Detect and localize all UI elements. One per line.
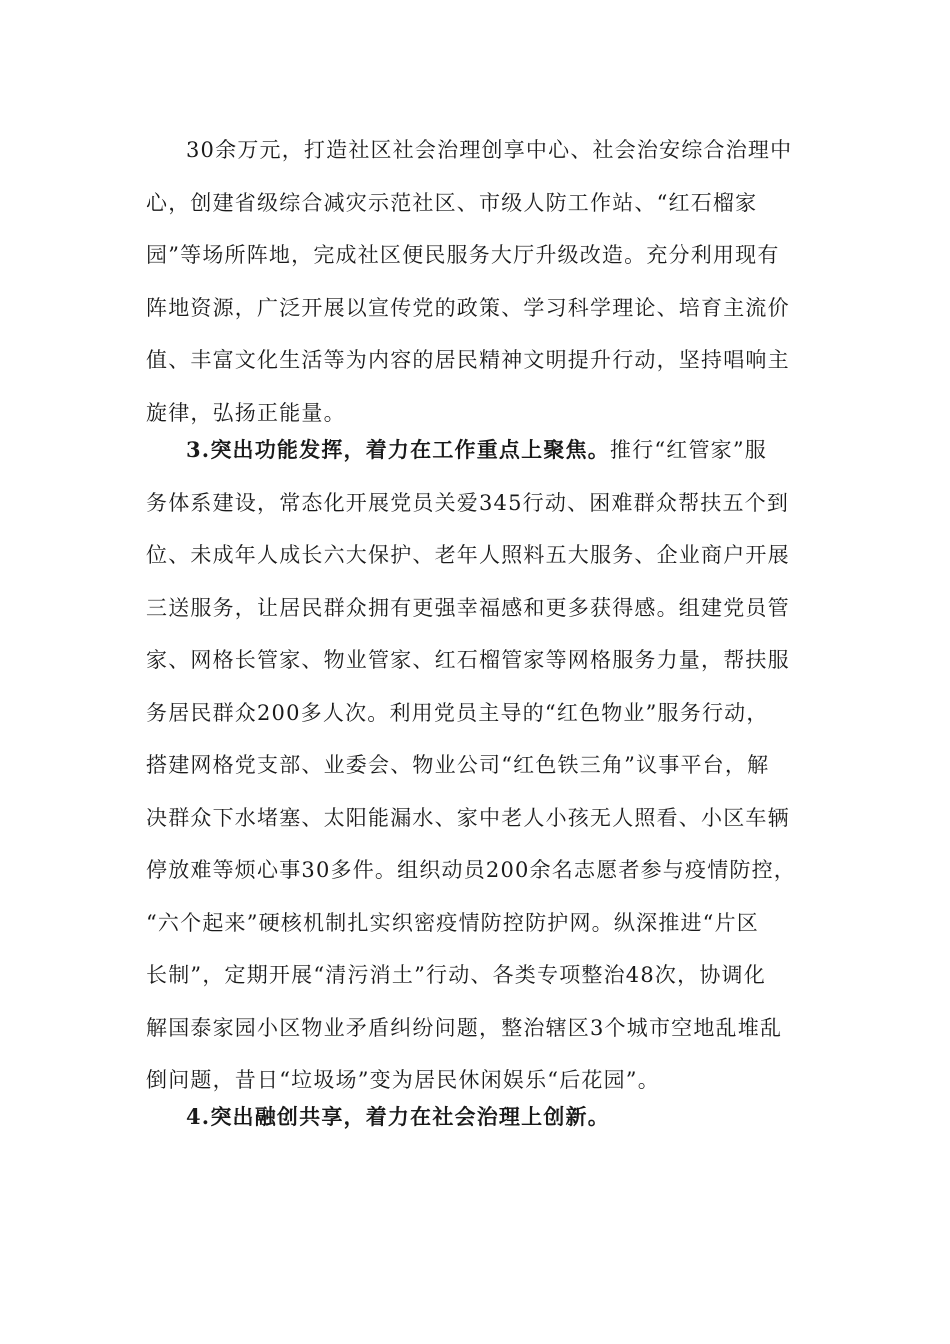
- text-line: 务居民群众200多人次。利用党员主导的“红色物业”服务行动，: [146, 700, 769, 725]
- text-line: 心，创建省级综合减灾示范社区、市级人防工作站、“红石榴家: [146, 190, 758, 215]
- text-line: 家、网格长管家、物业管家、红石榴管家等网格服务力量，帮扶服: [146, 648, 790, 672]
- text-line: 停放难等烦心事30多件。组织动员200余名志愿者参与疫情防控，: [146, 858, 797, 882]
- text-line: 阵地资源，广泛开展以宣传党的政策、学习科学理论、培育主流价: [146, 295, 790, 320]
- text-line: 值、丰富文化生活等为内容的居民精神文明提升行动，坚持唱响主: [146, 348, 790, 372]
- text-line: 务体系建设，常态化开展党员关爱345行动、困难群众帮扶五个到: [146, 490, 790, 515]
- section-heading-4: 4.突出融创共享，着力在社会治理上创新。: [186, 1104, 610, 1129]
- paragraph-section-4: [146, 1091, 806, 1144]
- text-line-rest: 推行“红管家”服: [609, 438, 767, 462]
- text-line: 位、未成年人成长六大保护、老年人照料五大服务、企业商户开展: [146, 543, 790, 567]
- text-line: 旋律，弘扬正能量。: [146, 400, 346, 425]
- text-line: 长制”，定期开展“清污消土”行动、各类专项整治48次，协调化: [146, 963, 766, 987]
- text-line: “六个起来”硬核机制扎实织密疫情防控防护网。纵深推进“片区: [146, 910, 760, 935]
- text-line: [146, 424, 806, 477]
- text-line: 园”等场所阵地，完成社区便民服务大厅升级改造。充分利用现有: [146, 243, 780, 267]
- text-line: 倒问题，昔日“垃圾场”变为居民休闲娱乐“后花园”。: [146, 1068, 660, 1092]
- section-heading-3: 3.突出功能发挥，着力在工作重点上聚焦。: [186, 437, 610, 462]
- text-line: 决群众下水堵塞、太阳能漏水、家中老人小孩无人照看、小区车辆: [146, 805, 790, 830]
- paragraph-community-facilities: [146, 124, 806, 439]
- text-line: 解国泰家园小区物业矛盾纠纷问题，整治辖区3个城市空地乱堆乱: [146, 1015, 783, 1040]
- text-line: 三送服务，让居民群众拥有更强幸福感和更多获得感。组建党员管: [146, 595, 790, 620]
- text-line: 30余万元，打造社区社会治理创享中心、社会治安综合治理中: [186, 138, 793, 162]
- text-line: 搭建网格党支部、业委会、物业公司“红色铁三角”议事平台，解: [146, 753, 770, 777]
- paragraph-section-3: [146, 424, 806, 1107]
